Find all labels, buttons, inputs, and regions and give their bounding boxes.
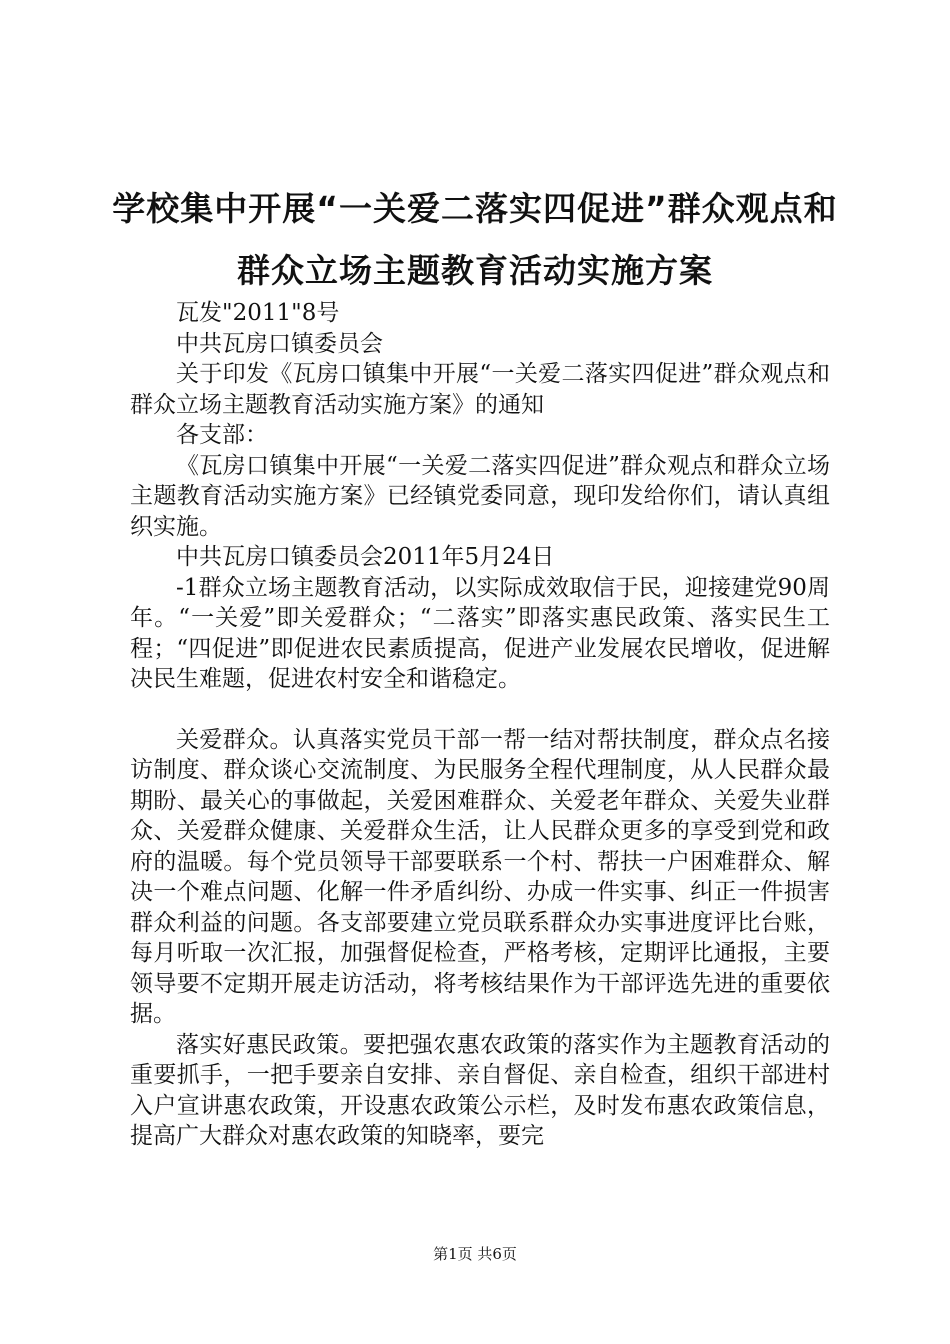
page-indicator: 第1页 共6页 bbox=[433, 1245, 517, 1263]
notice-body: 《瓦房口镇集中开展“一关爱二落实四促进”群众观点和群众立场主题教育活动实施方案》已经镇党委同意，现印发给你们，请认真组织实施。 bbox=[130, 452, 830, 540]
document-number: 瓦发"2011"8号 bbox=[176, 300, 340, 326]
notice-title: 关于印发《瓦房口镇集中开展“一关爱二落实四促进”群众观点和群众立场主题教育活动实施方案》的通知 bbox=[130, 361, 830, 418]
issuing-organization: 中共瓦房口镇委员会 bbox=[176, 330, 383, 357]
body-paragraph-care: 关爱群众。认真落实党员干部一帮一结对帮扶制度，群众点名接访制度、群众谈心交流制度、为民服务全程代理制度，从人民群众最期盼、最关心的事做起，关爱困难群众、关爱老年群众、关爱失业群众、关爱群众健康、关爱群众生活，让人民群众更多的享受到党和政府的温暖。每个党员领导干部要联系一个村、帮扶一户困难群众、解决一个难点问题、化解一件矛盾纠纷、办成一件实事、纠正一件损害群众利益的问题。各支部要建立党员联系群众办实事进度评比台账，每月听取一次汇报，加强督促检查，严格考核，定期评比通报，主要领导要不定期开展走访活动，将考核结果作为干部评选先进的重要依据。 bbox=[130, 726, 830, 1027]
body-paragraph-policy: 落实好惠民政策。要把强农惠农政策的落实作为主题教育活动的重要抓手，一把手要亲自安排、亲自督促、亲自检查，组织干部进村入户宣讲惠农政策，开设惠农政策公示栏，及时发布惠农政策信息，提高广大群众对惠农政策的知晓率，要完 bbox=[130, 1031, 830, 1149]
salutation: 各支部： bbox=[176, 422, 268, 448]
body-paragraph-overview: -1群众立场主题教育活动，以实际成效取信于民，迎接建党90周年。“一关爱”即关爱群众；“二落实”即落实惠民政策、落实民生工程；“四促进”即促进农民素质提高，促进产业发展农民增收，促进解决民生难题，促进农村安全和谐稳定。 bbox=[130, 574, 830, 692]
document-title: 学校集中开展“一关爱二落实四促进”群众观点和群众立场主题教育活动实施方案 bbox=[112, 189, 838, 290]
signature-date: 中共瓦房口镇委员会2011年5月24日 bbox=[176, 544, 555, 570]
document-body bbox=[130, 298, 830, 1152]
